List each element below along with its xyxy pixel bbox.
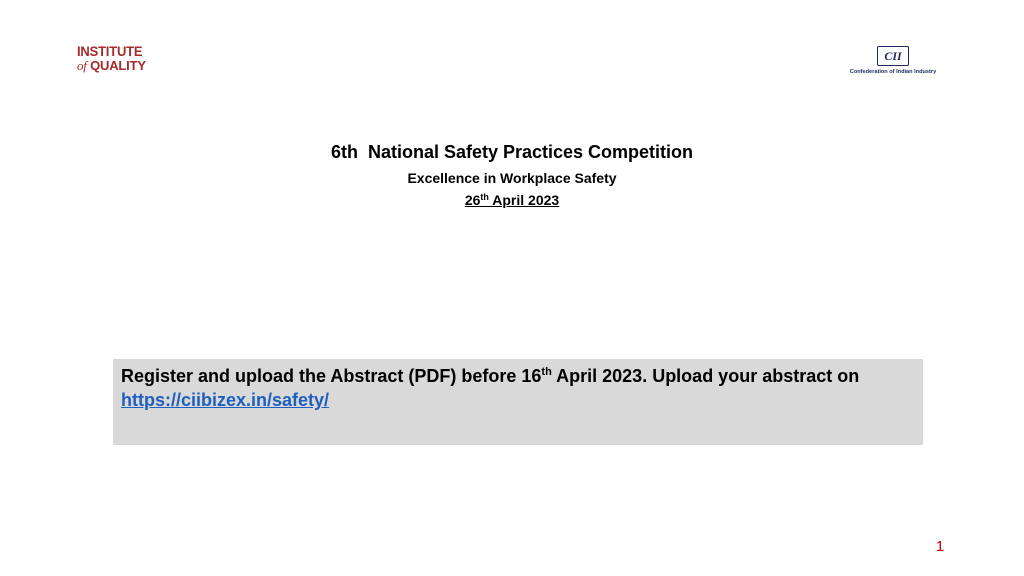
cii-logo bbox=[840, 46, 946, 78]
notice-date-suffix: th bbox=[541, 366, 552, 378]
logo-line-institute: INSTITUTE bbox=[77, 43, 143, 60]
institute-of-quality-logo bbox=[77, 45, 152, 73]
notice-text-part1: Register and upload the Abstract (PDF) before 16 bbox=[121, 366, 542, 386]
safety-upload-link[interactable]: https://ciibizex.in/safety/ bbox=[121, 390, 330, 410]
page-number: 1 bbox=[935, 538, 945, 555]
notice-text-part2: April 2023 bbox=[551, 366, 643, 386]
cii-mark-icon bbox=[877, 46, 909, 66]
notice-text-part3: . Upload your abstract on bbox=[642, 366, 860, 386]
registration-notice bbox=[113, 359, 923, 445]
page-title: 6th National Safety Practices Competition bbox=[330, 142, 694, 162]
cii-full-name: Confederation of Indian Industry bbox=[849, 69, 937, 75]
event-date bbox=[465, 190, 559, 210]
event-date-rest: April 2023 bbox=[488, 192, 560, 208]
logo-line-quality bbox=[77, 59, 152, 72]
logo-word-of: of bbox=[77, 58, 87, 73]
event-date-suffix: th bbox=[480, 192, 489, 202]
event-date-day: 26 bbox=[464, 192, 481, 208]
page-subtitle: Excellence in Workplace Safety bbox=[407, 170, 617, 186]
title-block bbox=[0, 140, 1024, 210]
logo-word-quality: QUALITY bbox=[90, 58, 146, 73]
cii-mark-text: CII bbox=[884, 49, 902, 63]
